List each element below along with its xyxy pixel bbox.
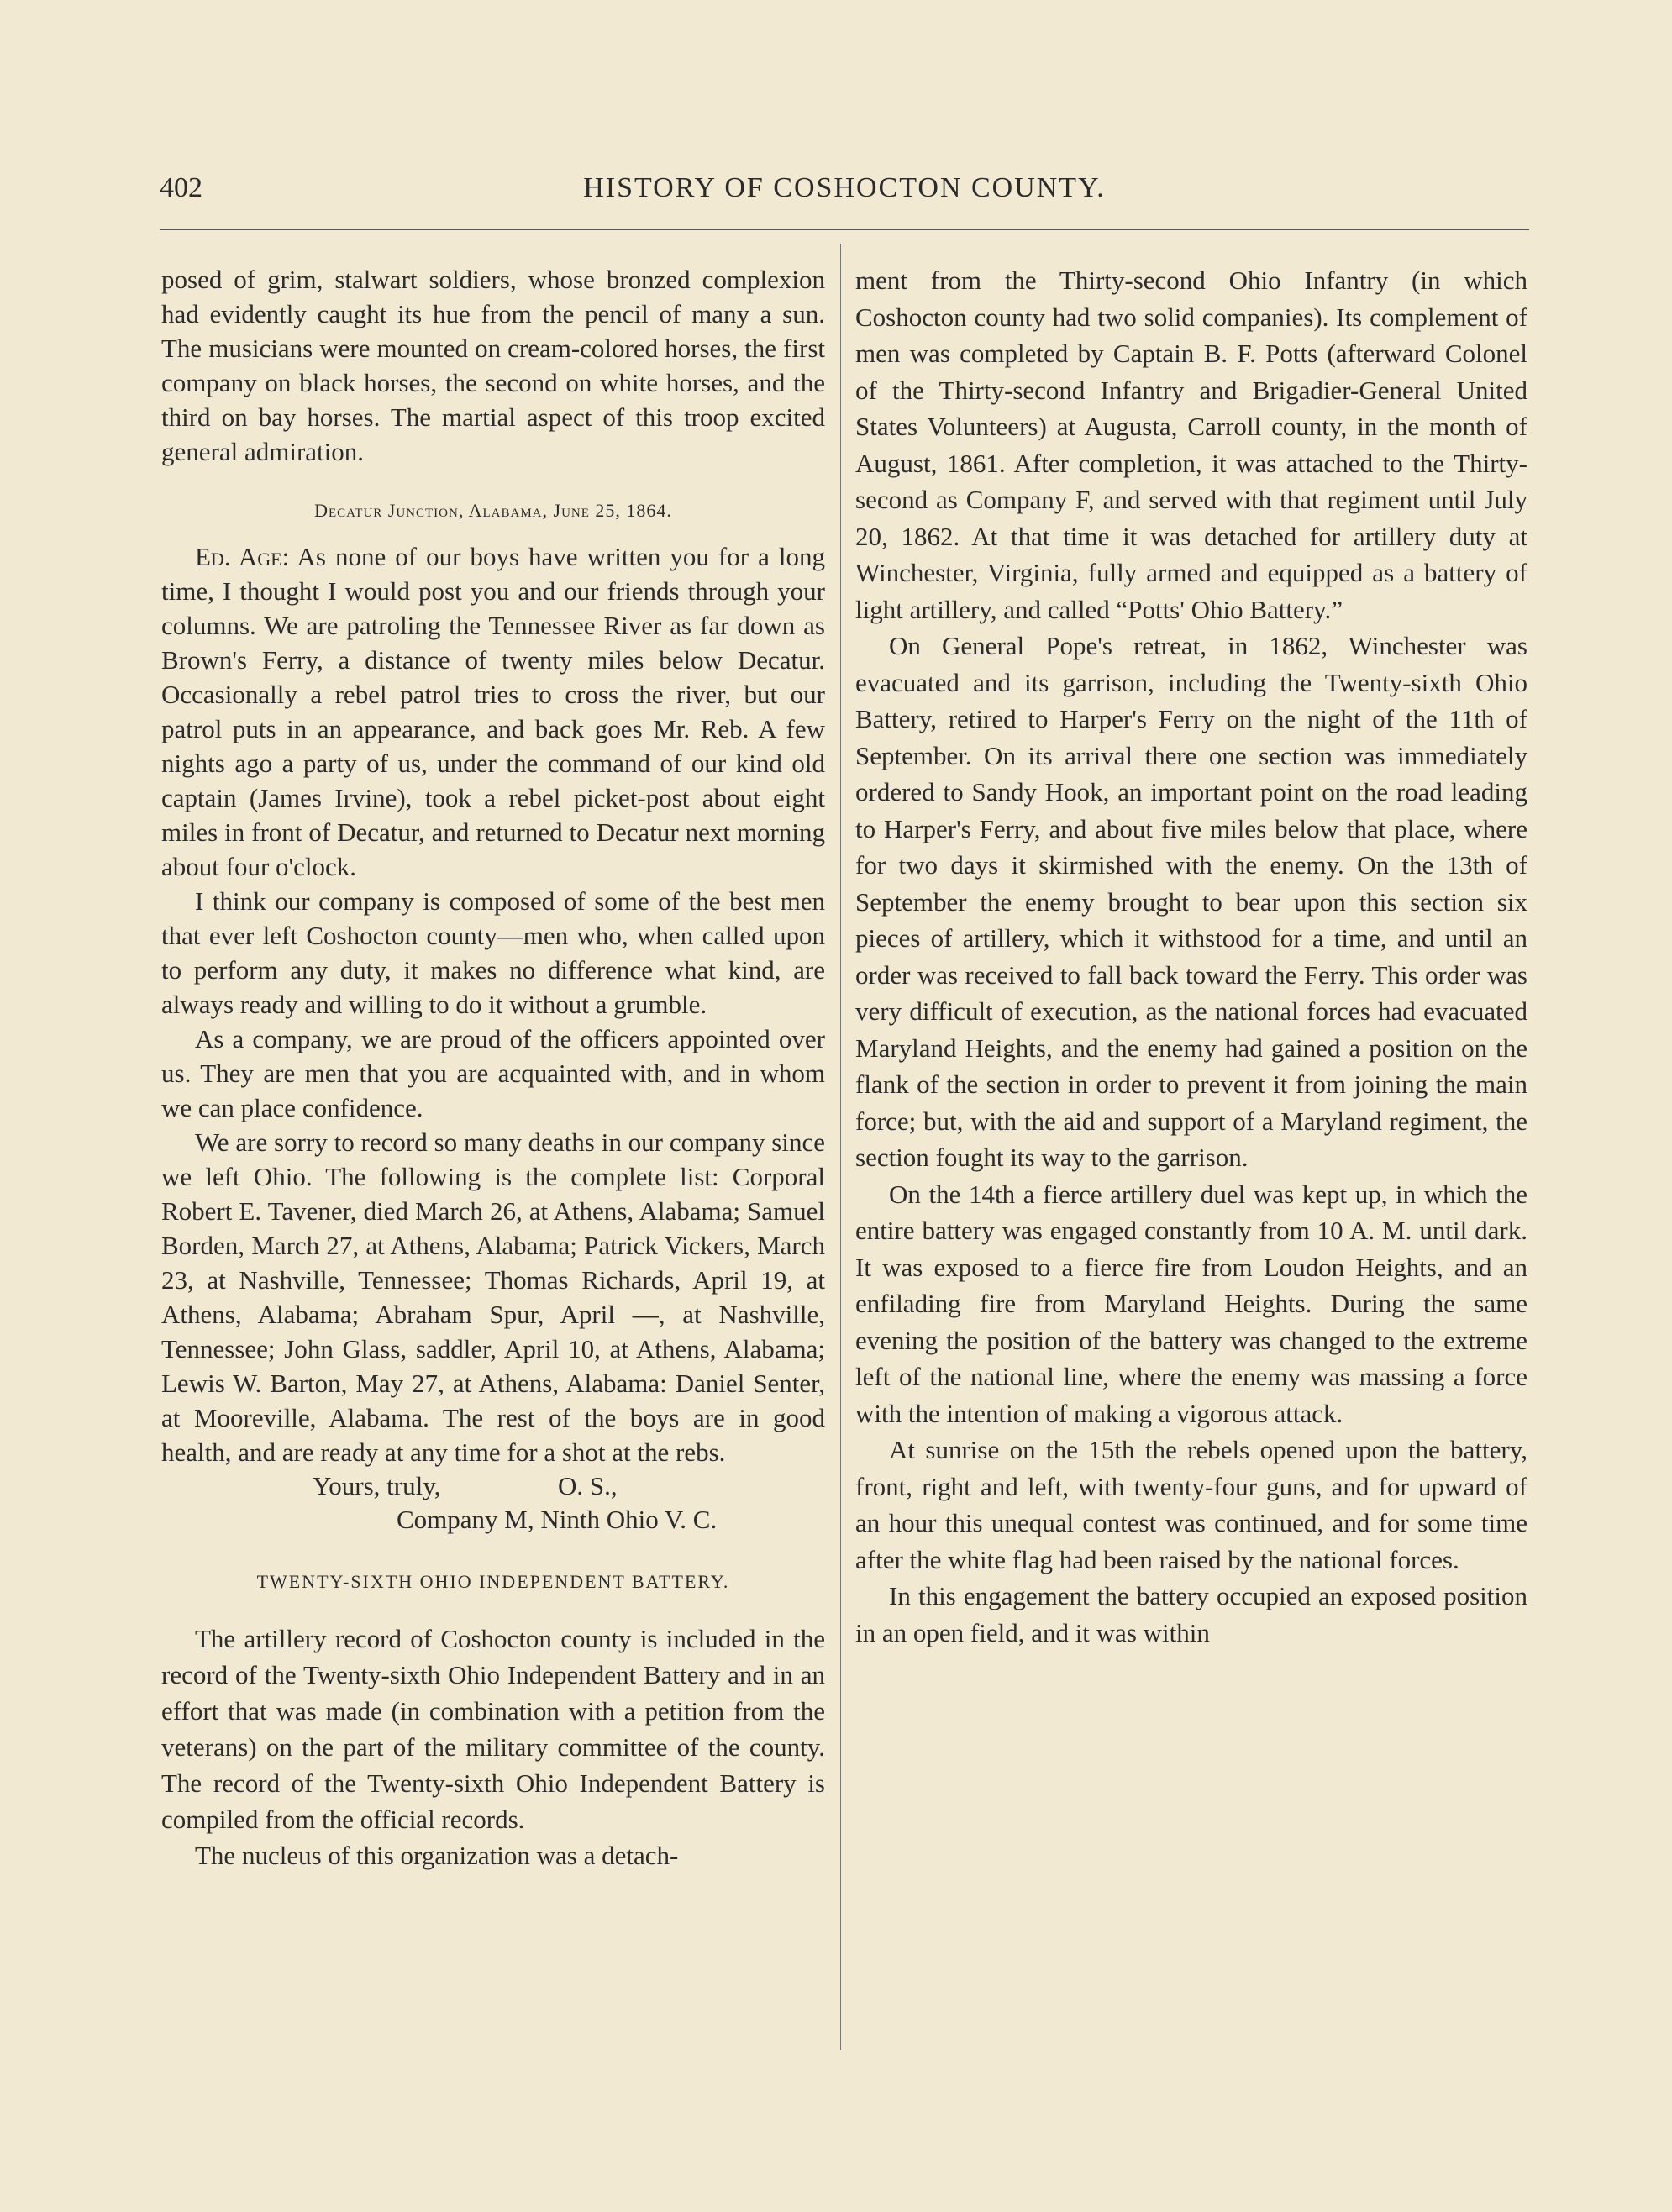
signoff-line-2: Company M, Ninth Ohio V. C.	[397, 1505, 718, 1534]
letter-dateline: Decatur Junction, Alabama, June 25, 1864.	[314, 500, 672, 521]
page-number: 402	[160, 172, 202, 203]
left-paragraph-6: The artillery record of Coshocton county is included in the record of the Twenty-sixth Ohio Independent Battery and in an effort that was made (in combination with a petition from the veterans) on the part of the military committee of the county. The record of the Twenty-sixth Ohio Independent Battery is compiled from the official records.	[161, 1624, 825, 1834]
section-heading: TWENTY-SIXTH OHIO INDEPENDENT BATTERY.	[256, 1571, 730, 1592]
right-paragraph-5: In this engagement the battery occupied an exposed position in an open field, and it was within	[855, 1581, 1527, 1647]
right-paragraph-3: On the 14th a fierce artillery duel was kept up, in which the entire battery was engaged constantly from 10 A. M. until dark. It was exposed to a fierce fire from Loudon Heights, and an enfilading fire from Maryland Heights. During the same evening the position of the battery was changed to the extreme left of the national line, where the enemy was massing a force with the intention of making a vigorous attack.	[855, 1179, 1527, 1428]
letter-paragraph-4: We are sorry to record so many deaths in our company since we left Ohio. The following is the complete list: Corporal Robert E. Tavener, died March 26, at Athens, Alabama; Samuel Borden, March 27, at Athens, Alabama; Patrick Vickers, March 23, at Nashville, Tennessee; Thomas Richards, April 19, at Athens, Alabama; Abraham Spur, April —, at Nashville, Tennessee; John Glass, saddler, April 10, at Athens, Alabama; Lewis W. Barton, May 27, at Athens, Alabama: Daniel Senter, at Mooreville, Alabama. The rest of the boys are in good health, and are ready at any time for a shot at the rebs.	[161, 1127, 825, 1467]
letter-paragraph-1	[161, 539, 825, 884]
column-divider	[840, 244, 841, 2050]
letter-paragraph-3: As a company, we are proud of the officers appointed over us. They are men that you are acquainted with, and in whom we can place confidence.	[161, 1024, 825, 1122]
right-paragraph-4: At sunrise on the 15th the rebels opened upon the battery, front, right and left, with twenty-four guns, and for upward of an hour this unequal contest was continued, and for some time after the white flag had been raised by the national forces.	[855, 1435, 1527, 1574]
signoff-line-1: Yours, truly, O. S.,	[313, 1471, 618, 1500]
letter-paragraph-1-text: As none of our boys have written you for a long time, I thought I would post you and our friends through your columns. We are patroling the Tennessee River as far down as Brown's Ferry, a distance of twenty miles below Decatur. Occasionally a rebel patrol tries to cross the river, but our patrol puts in an appearance, and back goes Mr. Reb. A few nights ago a party of us, under the command of our kind old captain (James Irvine), took a rebel picket-post about eight miles in front of Decatur, and returned to Decatur next morning about four o'clock.	[161, 542, 825, 881]
left-paragraph-1: posed of grim, stalwart soldiers, whose bronzed complexion had evidently caught its hue from the pencil of many a sun. The musicians were mounted on cream-colored horses, the first company on black horses, the second on white horses, and the third on bay horses. The martial aspect of this troop excited general admiration.	[161, 265, 825, 466]
left-paragraph-7: The nucleus of this organization was a detach-	[195, 1841, 679, 1870]
running-title: HISTORY OF COSHOCTON COUNTY.	[583, 172, 1106, 203]
header-rule	[160, 229, 1529, 230]
right-paragraph-1: ment from the Thirty-second Ohio Infantry (in which Coshocton county had two solid companies). Its complement of men was completed by Captain B. F. Potts (afterward Colonel of the Thirty-second Infantry and Brigadier-General United States Volunteers) at Augusta, Carroll county, in the month of August, 1861. After completion, it was attached to the Thirty-second as Company F, and served with that regiment until July 20, 1862. At that time it was detached for artillery duty at Winchester, Virginia, fully armed and equipped as a battery of light artillery, and called “Potts' Ohio Battery.”	[855, 265, 1527, 624]
right-paragraph-2: On General Pope's retreat, in 1862, Winchester was evacuated and its garrison, including the Twenty-sixth Ohio Battery, retired to Harper's Ferry on the night of the 11th of September. On its arrival there one section was immediately ordered to Sandy Hook, an important point on the road leading to Harper's Ferry, and about five miles below that place, where for two days it skirmished with the enemy. On the 13th of September the enemy brought to bear upon this section six pieces of artillery, which it withstood for a time, and until an order was received to fall back toward the Ferry. This order was very difficult of execution, as the national forces had evacuated Maryland Heights, and the enemy had gained a position on the flank of the section in order to prevent it from joining the main force; but, with the aid and support of a Maryland regiment, the section fought its way to the garrison.	[855, 631, 1527, 1172]
page-header	[160, 172, 1529, 223]
letter-signoff	[313, 1469, 825, 1537]
right-column	[855, 262, 1527, 1651]
left-column	[161, 262, 825, 1873]
letter-paragraph-2: I think our company is composed of some of the best men that ever left Coshocton county—men who, when called upon to perform any duty, it makes no difference what kind, are always ready and willing to do it without a grumble.	[161, 886, 825, 1019]
letter-salutation: Ed. Age:	[195, 542, 290, 571]
